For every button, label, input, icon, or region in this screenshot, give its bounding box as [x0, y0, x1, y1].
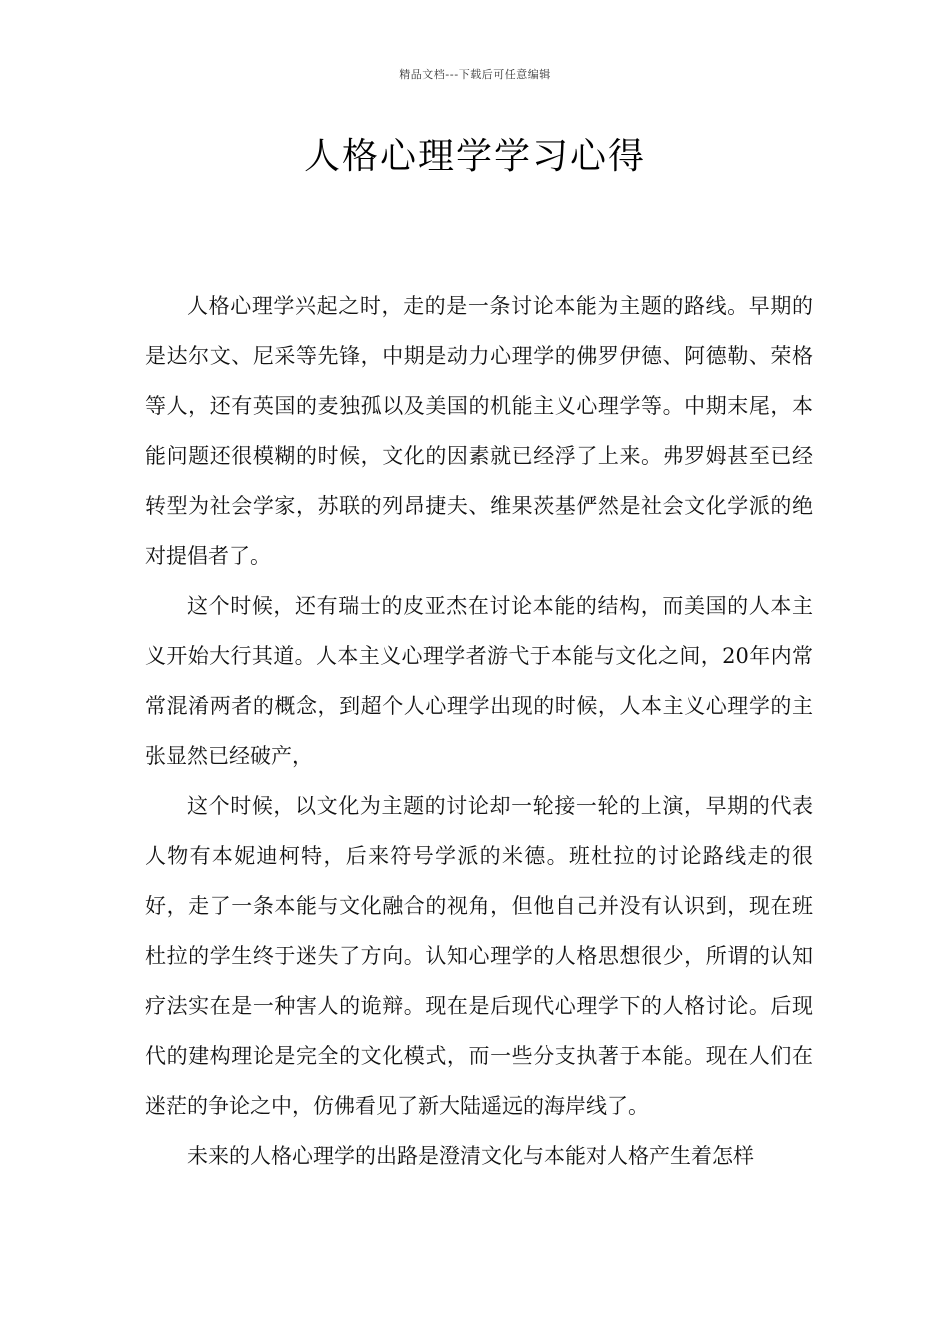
paragraph-1: 人格心理学兴起之时，走的是一条讨论本能为主题的路线。早期的是达尔文、尼采等先锋，中期是动力心理学的佛罗伊德、阿德勒、荣格等人，还有英国的麦独孤以及美国的机能主义心理学等。中期末尾，本能问题还很模糊的时候，文化的因素就已经浮了上来。弗罗姆甚至已经转型为社会学家，苏联的列昂捷夫、维果茨基俨然是社会文化学派的绝对提倡者了。 [145, 294, 813, 568]
paragraph-2: 这个时候，还有瑞士的皮亚杰在讨论本能的结构，而美国的人本主义开始大行其道。人本主义心理学者游弋于本能与文化之间，20年内常常混淆两者的概念，到超个人心理学出现的时候，人本主义心理学的主张显然已经破产， [145, 594, 813, 768]
document-body [145, 281, 813, 1181]
paragraph-3: 这个时候，以文化为主题的讨论却一轮接一轮的上演，早期的代表人物有本妮迪柯特，后来符号学派的米德。班杜拉的讨论路线走的很好，走了一条本能与文化融合的视角，但他自己并没有认识到，现在班杜拉的学生终于迷失了方向。认知心理学的人格思想很少，所谓的认知疗法实在是一种害人的诡辩。现在是后现代心理学下的人格讨论。后现代的建构理论是完全的文化模式，而一些分支执著于本能。现在人们在迷茫的争论之中，仿佛看见了新大陆遥远的海岸线了。 [145, 794, 813, 1118]
header-note: 精品文档---下载后可任意编辑 [399, 68, 551, 81]
document-title: 人格心理学学习心得 [303, 136, 646, 177]
paragraph-4: 未来的人格心理学的出路是澄清文化与本能对人格产生着怎样 [187, 1144, 754, 1168]
